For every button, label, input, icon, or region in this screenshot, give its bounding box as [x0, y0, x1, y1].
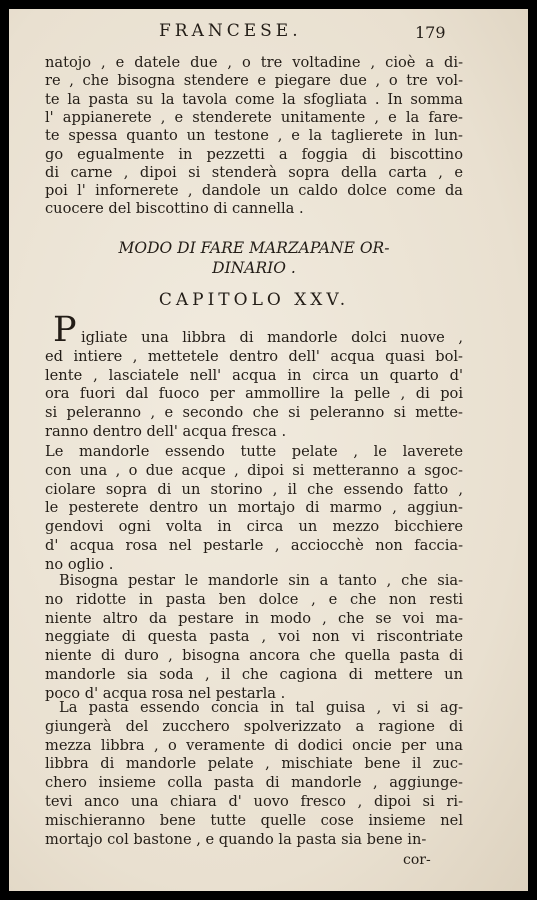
text-line: igliate una libbra di mandorle dolci nuove , — [81, 329, 463, 346]
text-line: le pesterete dentro un mortajo di marmo , aggiun- — [45, 499, 463, 517]
text-line: niente di duro , bisogna ancora che quella pasta di — [45, 647, 463, 665]
running-head: FRANCESE. — [159, 21, 302, 41]
text-line: niente altro da pestare in modo , che se voi ma- — [45, 609, 463, 627]
text-line: chero insieme colla pasta di mandorle , aggiunge- — [45, 774, 463, 792]
text-line: d' acqua rosa nel pestarle , acciocchè non faccia- — [45, 537, 463, 554]
text-line: mischieranno bene tutte quelle cose insieme nel — [45, 811, 463, 829]
text-line: di carne , dipoi si stenderà sopra della carta , e — [45, 163, 463, 181]
text-line: si peleranno , e secondo che si peleranno si mette- — [45, 404, 463, 422]
text-line: gendovi ogni volta in circa un mezzo bicchiere — [45, 518, 463, 536]
text-line: mandorle sia soda , il che cagiona di mettere un — [45, 666, 463, 683]
text-line: ed intiere , mettetele dentro dell' acqua quasi bol- — [45, 347, 463, 365]
text-line: giungerà del zucchero spolverizzato a ragione di — [45, 717, 463, 735]
text-line: l' appianerete , e stenderete unitamente , e la fare- — [45, 108, 463, 126]
section-heading-line-2: DINARIO . — [212, 259, 296, 277]
text-line: tevi anco una chiara d' uovo fresco , dipoi si ri- — [45, 793, 463, 810]
text-line: ranno dentro dell' acqua fresca . — [45, 423, 287, 440]
text-line: poi l' infornerete , dandole un caldo dolce come da — [45, 182, 463, 200]
text-line: Le mandorle essendo tutte pelate , le laverete — [45, 443, 463, 460]
text-line: libbra di mandorle pelate , mischiate bene il zuc- — [45, 755, 463, 773]
book-page — [9, 9, 528, 891]
text-line: no oglio . — [45, 555, 114, 573]
section-heading-line-1: MODO DI FARE MARZAPANE OR- — [118, 239, 390, 257]
text-line: mortajo col bastone , e quando la pasta sia bene in- — [45, 830, 427, 848]
text-line: cuocere del biscottino di cannella . — [45, 200, 304, 218]
text-line: re , che bisogna stendere e piegare due , o tre vol- — [45, 72, 463, 90]
text-line: te spessa quanto un testone , e la taglierete in lun- — [45, 127, 463, 145]
text-line: neggiate di questa pasta , voi non vi riscontriate — [45, 628, 463, 646]
text-line: mezza libbra , o veramente di dodici oncie per una — [45, 736, 463, 754]
text-line: ciolare sopra di un storino , il che essendo fatto , — [45, 480, 463, 498]
text-line: con una , o due acque , dipoi si metteranno a sgoc- — [45, 461, 463, 479]
chapter-title: CAPITOLO XXV. — [158, 290, 350, 310]
page-number: 179 — [415, 23, 446, 42]
text-line: natojo , e datele due , o tre voltadine , cioè a di- — [45, 54, 463, 71]
text-line: ora fuori dal fuoco per ammollire la pelle , di poi — [45, 385, 463, 403]
catchword: cor- — [403, 852, 431, 868]
page-header — [9, 21, 528, 47]
text-line: La pasta essendo concia in tal guisa , vi si ag- — [59, 699, 463, 716]
text-line: te la pasta su la tavola come la sfogliata . In somma — [45, 90, 463, 108]
text-line: poco d' acqua rosa nel pestarla . — [45, 684, 286, 702]
drop-cap: P — [53, 310, 77, 350]
text-line: no ridotte in pasta ben dolce , e che non resti — [45, 590, 463, 608]
text-line: Bisogna pestar le mandorle sin a tanto , che sia- — [59, 572, 463, 589]
text-line: go egualmente in pezzetti a foggia di biscottino — [45, 145, 463, 163]
text-line: lente , lasciatele nell' acqua in circa un quarto d' — [45, 366, 463, 384]
